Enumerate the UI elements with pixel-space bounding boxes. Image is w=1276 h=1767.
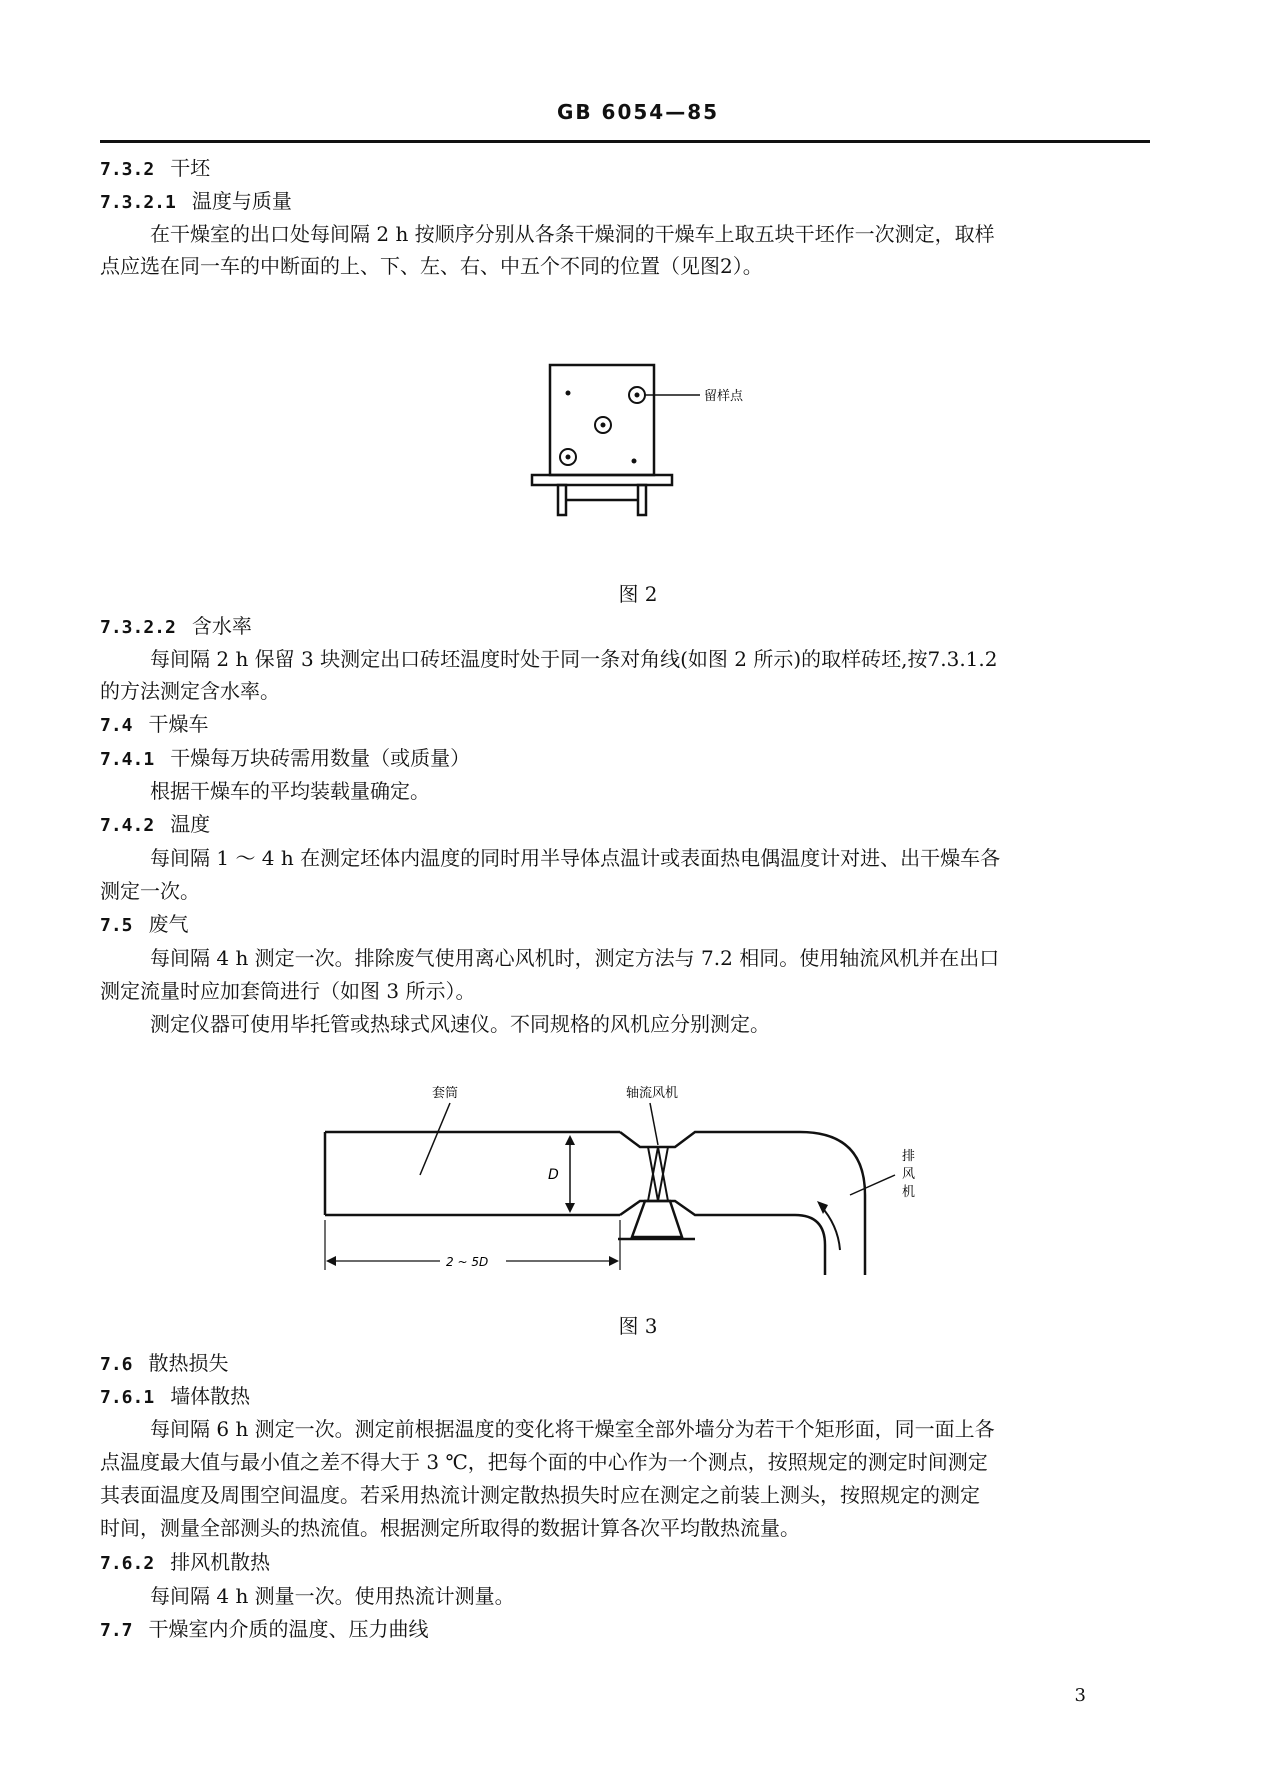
fan-base	[632, 1201, 682, 1237]
figure-3-axial-fan-sleeve-diagram	[320, 1075, 940, 1295]
paragraph-line: 每间隔 6 h 测定一次。测定前根据温度的变化将干燥室全部外墙分为若干个矩形面，同一面上各	[150, 1417, 995, 1441]
standard-number-header: GB 6054—85	[556, 100, 720, 124]
axial-fan-leader-line	[650, 1103, 658, 1145]
exhaust-elbow-outer	[800, 1132, 865, 1275]
exhaust-fan-label-3: 机	[902, 1185, 916, 1200]
paragraph-line: 测定一次。	[100, 879, 200, 903]
length-arrow-left	[326, 1256, 336, 1266]
heading-7-4: 7.4 干燥车	[100, 712, 209, 736]
sample-dot	[632, 459, 637, 464]
figure-2-caption: 图 2	[618, 582, 658, 606]
paragraph-line: 时间，测量全部测头的热流值。根据测定所取得的数据计算各次平均散热流量。	[100, 1516, 800, 1540]
brick-stack-outline	[550, 365, 654, 475]
axial-fan-lower-contour	[620, 1201, 795, 1215]
exhaust-fan-label-2: 风	[902, 1167, 916, 1182]
exhaust-fan-leader-line	[850, 1175, 895, 1195]
sample-point-label: 留样点	[704, 389, 744, 404]
diameter-arrow-up	[565, 1135, 575, 1145]
paragraph-line: 每间隔 4 h 测量一次。使用热流计测量。	[150, 1584, 515, 1608]
page-number: 3	[1074, 1685, 1086, 1706]
paragraph-line: 测定仪器可使用毕托管或热球式风速仪。不同规格的风机应分别测定。	[150, 1012, 770, 1036]
car-wheel-right	[638, 485, 646, 515]
length-arrow-right	[609, 1256, 619, 1266]
heading-7-6: 7.6 散热损失	[100, 1351, 229, 1375]
paragraph-line: 点应选在同一车的中断面的上、下、左、右、中五个不同的位置（见图2）。	[100, 254, 763, 278]
heading-7-6-1: 7.6.1 墙体散热	[100, 1384, 251, 1408]
paragraph-line: 根据干燥车的平均装载量确定。	[150, 779, 430, 803]
sample-point-top-right-center	[635, 393, 640, 398]
sleeve-label: 套筒	[432, 1086, 459, 1101]
sleeve-leader-line	[420, 1103, 450, 1175]
heading-7-3-2: 7.3.2 干坯	[100, 156, 211, 180]
heading-7-4-2: 7.4.2 温度	[100, 812, 211, 836]
paragraph-line: 在干燥室的出口处每间隔 2 h 按顺序分别从各条干燥洞的干燥车上取五块干坯作一次测定，取样	[150, 222, 995, 246]
sample-dot	[566, 391, 571, 396]
paragraph-line: 的方法测定含水率。	[100, 679, 280, 703]
heading-7-4-1: 7.4.1 干燥每万块砖需用数量（或质量）	[100, 746, 471, 770]
paragraph-line: 点温度最大值与最小值之差不得大于 3 ℃，把每个面的中心作为一个测点，按照规定的测定时间测定	[100, 1450, 988, 1474]
figure-3-caption: 图 3	[618, 1314, 658, 1338]
heading-7-6-2: 7.6.2 排风机散热	[100, 1550, 271, 1574]
heading-7-5: 7.5 废气	[100, 912, 189, 936]
exhaust-fan-label-1: 排	[902, 1149, 916, 1164]
paragraph-line: 测定流量时应加套筒进行（如图 3 所示）。	[100, 979, 476, 1003]
paragraph-line: 其表面温度及周围空间温度。若采用热流计测定散热损失时应在测定之前装上测头，按照规定的测定	[100, 1483, 980, 1507]
heading-7-3-2-1: 7.3.2.1 温度与质量	[100, 189, 292, 213]
figure-2-drying-car-diagram	[520, 355, 820, 535]
diameter-arrow-down	[565, 1203, 575, 1213]
axial-fan-label: 轴流风机	[626, 1086, 679, 1101]
axial-fan-upper-contour	[620, 1132, 800, 1147]
heading-7-3-2-2: 7.3.2.2 含水率	[100, 614, 252, 638]
length-label: 2 ~ 5D	[446, 1255, 489, 1269]
paragraph-line: 每间隔 1 ～ 4 h 在测定坯体内温度的同时用半导体点温计或表面热电偶温度计对进、出干燥车各	[150, 846, 1001, 870]
sample-point-bottom-left-center	[566, 455, 571, 460]
car-platform	[532, 475, 672, 485]
diameter-label: D	[548, 1167, 559, 1183]
paragraph-line: 每间隔 2 h 保留 3 块测定出口砖坯温度时处于同一条对角线(如图 2 所示)的取样砖坯,按7.3.1.2	[150, 647, 998, 671]
header-rule	[100, 140, 1150, 143]
sample-point-middle-center	[601, 423, 606, 428]
heading-7-7: 7.7 干燥室内介质的温度、压力曲线	[100, 1617, 429, 1641]
car-wheel-left	[558, 485, 566, 515]
paragraph-line: 每间隔 4 h 测定一次。排除废气使用离心风机时，测定方法与 7.2 相同。使用轴流风机并在出口	[150, 946, 1000, 970]
exhaust-elbow-inner	[795, 1215, 825, 1275]
